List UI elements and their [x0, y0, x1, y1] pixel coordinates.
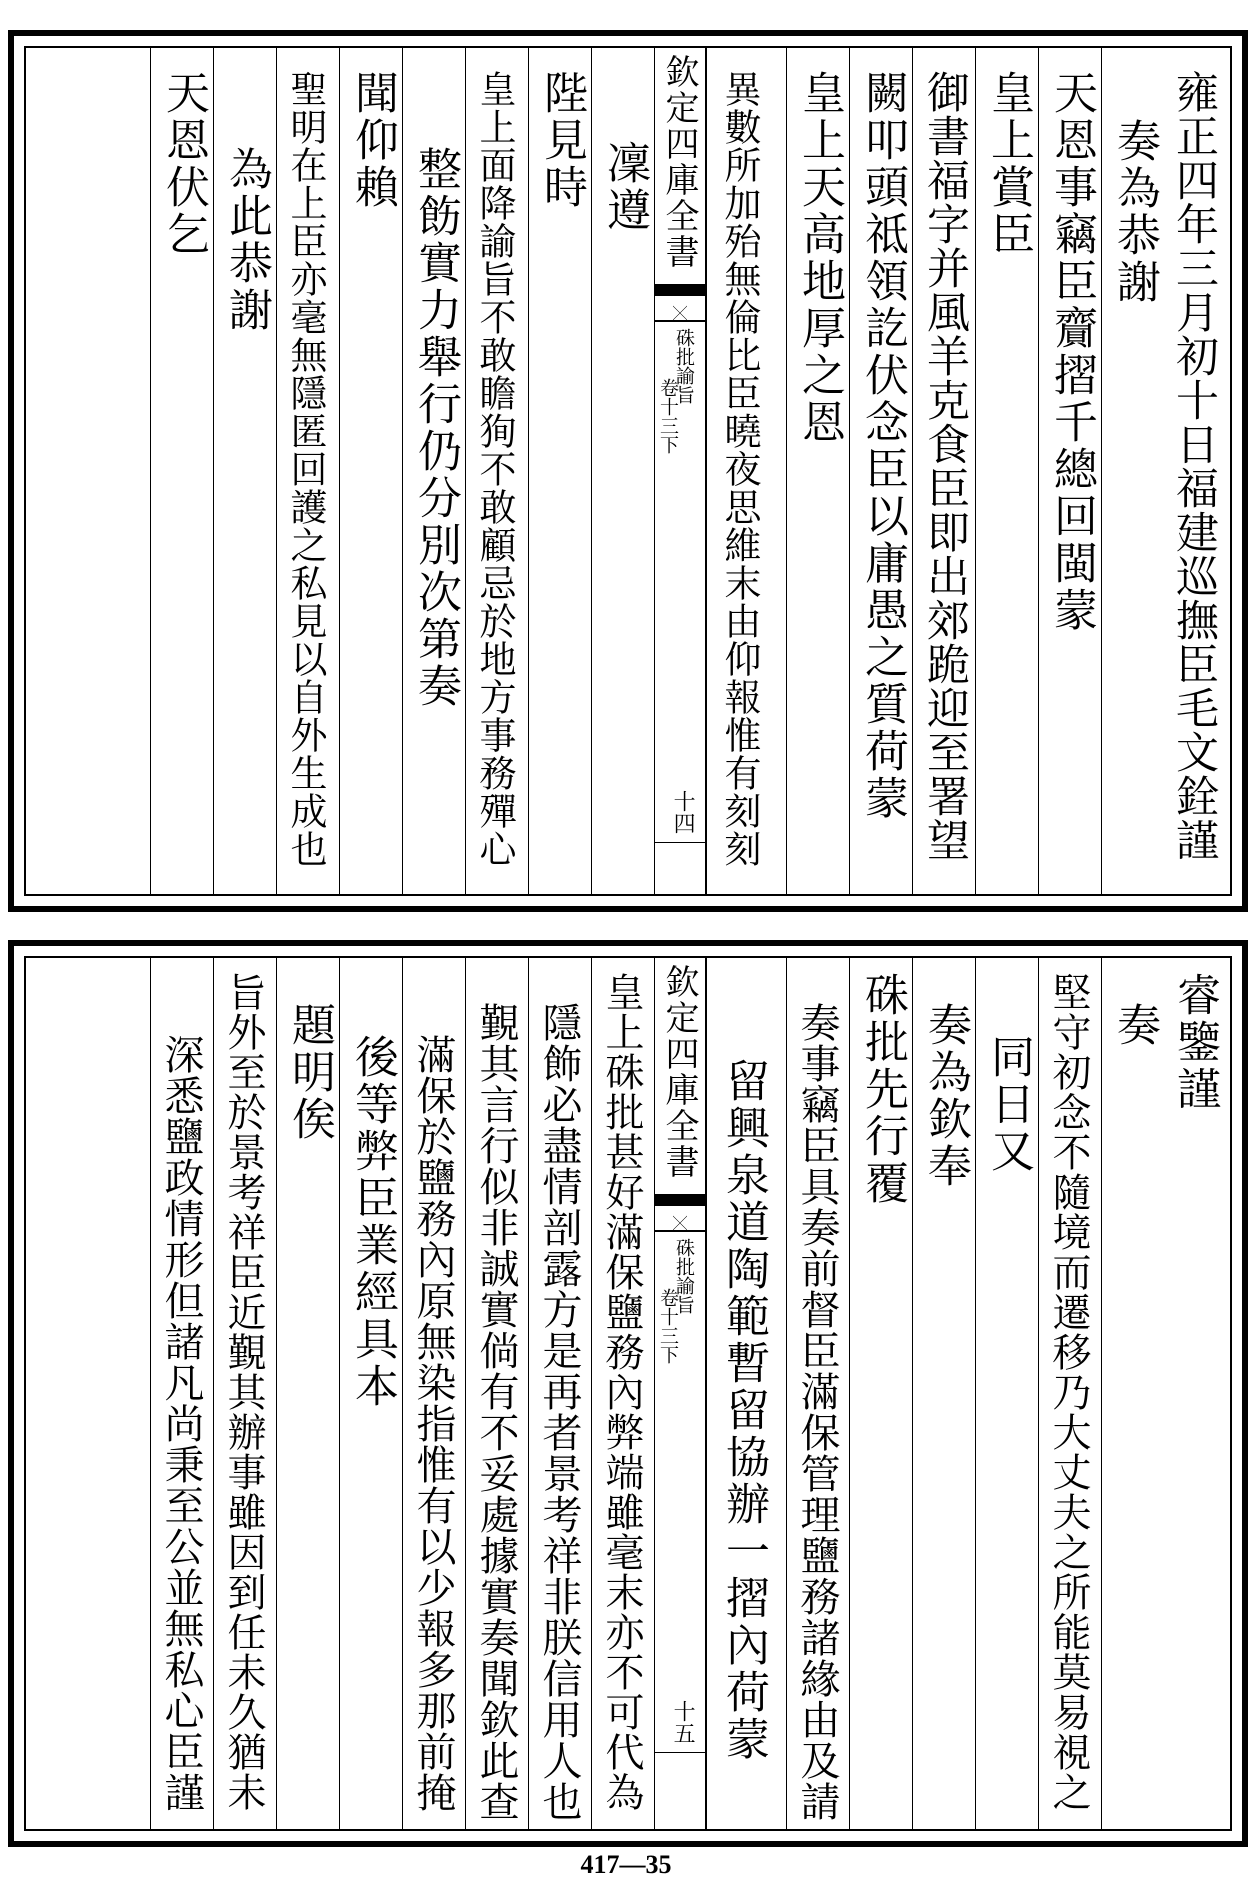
text-column: 為此恭謝: [221, 146, 272, 334]
text-column: 後等弊臣業經具本: [347, 1034, 398, 1410]
text-column: 滿保於鹽務內原無染指惟有以少報多那前掩: [410, 1034, 456, 1813]
text-column: 隱飾必盡情剖露方是再者景考祥非朕信用人也: [536, 1002, 582, 1822]
text-column: 題明俟: [284, 1002, 335, 1143]
bottom-page-panel: [8, 940, 1248, 1847]
text-column: 闕叩頭祗領訖伏念臣以庸愚之質荷蒙: [857, 70, 908, 822]
text-column: 奏為欽奉: [920, 1002, 971, 1190]
text-column: 奏事竊臣具奏前督臣滿保管理鹽務諸緣由及請: [794, 1002, 840, 1822]
gutter-subtitle: 硃批諭旨: [672, 1238, 695, 1314]
text-column: 聖明在上臣亦毫無隱匿回護之私見以自外生成也: [284, 70, 327, 868]
column: [1101, 48, 1164, 894]
column: [849, 958, 912, 1829]
column: [465, 958, 528, 1829]
text-column: 睿鑒謹: [1169, 972, 1220, 1113]
top-page-panel: [8, 30, 1248, 912]
page-footer-number: 417—35: [580, 1850, 672, 1879]
gutter-title: 欽定四庫全書: [659, 964, 699, 1180]
gutter-page-number: 十四: [670, 790, 696, 834]
text-column: 整飭實力舉行仍分別次第奏: [410, 146, 461, 710]
column: [276, 48, 339, 894]
column: [706, 48, 786, 894]
column: [402, 958, 465, 1829]
column: [1101, 958, 1164, 1829]
text-column: 硃批先行覆: [857, 972, 908, 1207]
gutter-volume: 卷十三下: [656, 378, 679, 454]
gutter-rule: [655, 1752, 705, 1753]
column: [1164, 958, 1224, 1829]
gutter-rule: [655, 842, 705, 843]
top-page-frame: [24, 46, 1232, 896]
column: [1038, 958, 1101, 1829]
column: [591, 958, 654, 1829]
gutter-subtitle: 硃批諭旨: [672, 328, 695, 404]
column: [591, 48, 654, 894]
text-column: 留興泉道陶範暫留協辦一摺內荷蒙: [718, 1058, 769, 1763]
gutter-page-number: 十五: [670, 1700, 696, 1744]
fish-tail-mark: [655, 284, 705, 322]
column: [213, 958, 276, 1829]
text-column: 雍正四年三月初十日福建巡撫臣毛文銓謹: [1169, 70, 1219, 862]
text-column: 天恩伏乞: [158, 70, 209, 258]
text-column: 奏: [1109, 1002, 1160, 1049]
text-column: 同日又: [983, 1034, 1034, 1175]
text-column: 皇上賞臣: [983, 70, 1034, 258]
text-column: 御書福字并風羊克食臣即出郊跪迎至署望: [920, 70, 970, 862]
text-column: 異數所加殆無倫比臣曉夜思維末由仰報惟有刻刻: [718, 70, 761, 868]
column: [213, 48, 276, 894]
fish-tail-mark: [655, 1194, 705, 1232]
column: [912, 48, 975, 894]
column: [465, 48, 528, 894]
center-gutter: [654, 48, 706, 894]
column: [786, 958, 849, 1829]
text-column: 皇上面降諭旨不敢瞻狥不敢顧忌於地方事務殫心: [473, 70, 516, 868]
gutter-title: 欽定四庫全書: [659, 54, 699, 270]
column: [849, 48, 912, 894]
text-column: 陛見時: [536, 70, 587, 211]
column: [528, 958, 591, 1829]
column: [786, 48, 849, 894]
text-column: 旨外至於景考祥臣近覲其辦事雖因到任未久猶未: [221, 972, 266, 1812]
column: [912, 958, 975, 1829]
bottom-page-frame: [24, 956, 1232, 1831]
column: [339, 958, 402, 1829]
gutter-volume: 卷十三下: [656, 1288, 679, 1364]
column: [402, 48, 465, 894]
column: [150, 958, 213, 1829]
text-column: 覲其言行似非誠實倘有不妥處據實奏聞欽此查: [473, 1002, 519, 1822]
column: [276, 958, 339, 1829]
column: [975, 958, 1038, 1829]
text-column: 皇上硃批甚好滿保鹽務內弊端雖毫末亦不可代為: [599, 972, 644, 1812]
text-column: 奏為恭謝: [1109, 118, 1160, 306]
text-column: 天恩事竊臣齎摺千總回閩蒙: [1046, 70, 1097, 634]
text-column: 皇上天高地厚之恩: [794, 70, 845, 446]
column: [706, 958, 786, 1829]
column: [1164, 48, 1224, 894]
column: [1038, 48, 1101, 894]
column: [150, 48, 213, 894]
text-column: 聞仰賴: [347, 70, 398, 211]
column: [975, 48, 1038, 894]
column: [528, 48, 591, 894]
column: [339, 48, 402, 894]
text-column: 凜遵: [599, 140, 650, 234]
center-gutter: [654, 958, 706, 1829]
text-column: 深悉鹽政情形但諸凡尚秉至公並無私心臣謹: [158, 1034, 204, 1813]
text-column: 堅守初念不隨境而遷移乃大丈夫之所能莫易視之: [1046, 972, 1091, 1812]
